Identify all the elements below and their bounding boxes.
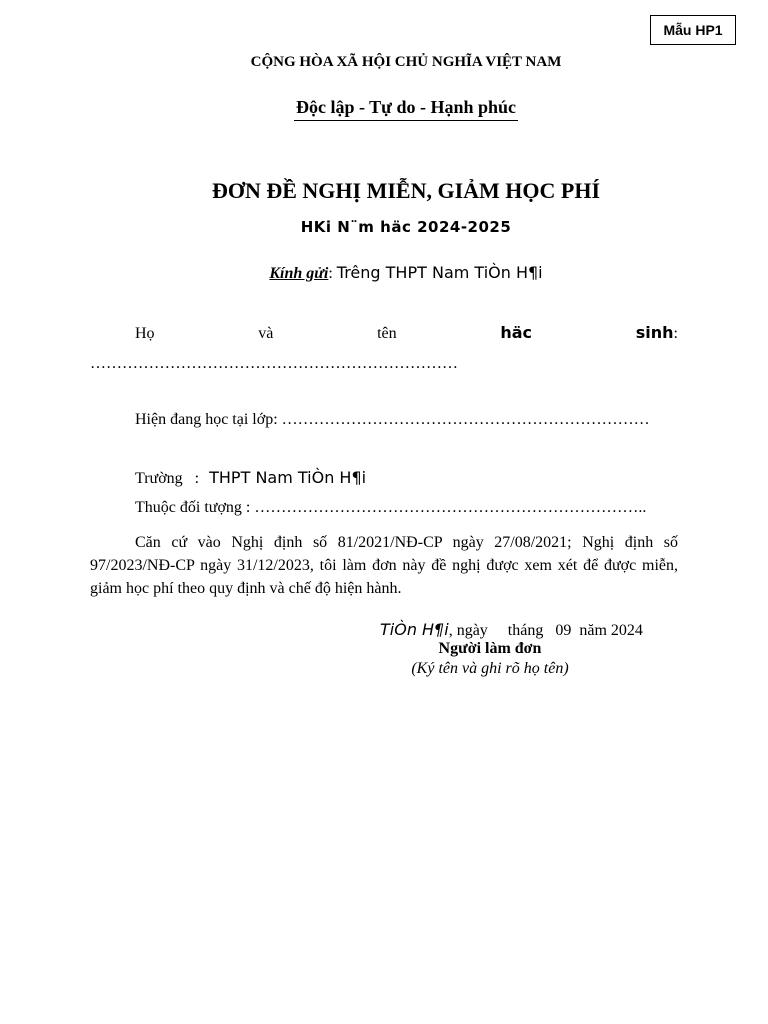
name-colon: : — [673, 325, 678, 342]
object-field[interactable]: ……………………………………………………………….. — [254, 499, 647, 516]
name-word-5: sinh — [635, 323, 674, 342]
date-text: , ngày tháng 09 năm 2024 — [448, 622, 643, 639]
name-word-3: tên — [377, 325, 397, 342]
class-label: Hiện đang học tại lớp: — [135, 411, 278, 428]
date-line — [380, 620, 643, 640]
motto — [0, 97, 768, 118]
school-row — [135, 468, 366, 488]
class-row — [135, 411, 680, 429]
signature-note: (Ký tên và ghi rõ họ tên) — [411, 660, 569, 677]
place-name: TiÒn H¶i — [380, 620, 449, 639]
form-code: Mẫu HP1 — [663, 22, 723, 38]
school-year: HKi N¨m häc 2024-2025 — [300, 218, 512, 236]
object-row — [135, 499, 646, 517]
name-word-2: và — [258, 325, 274, 342]
name-word-4: häc — [500, 323, 532, 342]
addressee-label: Kính gửi — [269, 265, 329, 282]
addressee — [0, 263, 768, 283]
school-value: THPT Nam TiÒn H¶i — [209, 468, 367, 487]
motto-text: Độc lập - Tự do - Hạnh phúc — [294, 97, 518, 121]
student-name-row — [135, 323, 678, 343]
class-field[interactable]: …………………………………………………………… — [281, 411, 650, 428]
school-sep: : — [194, 470, 200, 487]
addressee-sep: : — [328, 265, 333, 282]
name-word-1: Họ — [135, 325, 155, 342]
signer-label: Người làm đơn — [438, 640, 542, 657]
page-title: ĐƠN ĐỀ NGHỊ MIỄN, GIẢM HỌC PHÍ — [211, 178, 601, 203]
nation-header: CỘNG HÒA XÃ HỘI CHỦ NGHĨA VIỆT NAM — [250, 54, 562, 70]
form-code-box — [650, 15, 736, 45]
school-label: Trường — [135, 470, 183, 487]
object-label: Thuộc đối tượng : — [135, 499, 251, 516]
student-name-field[interactable]: …………………………………………………………… — [90, 355, 458, 372]
addressee-value: Trêng THPT Nam TiÒn H¶i — [336, 263, 543, 282]
body-paragraph: Căn cứ vào Nghị định số 81/2021/NĐ-CP ngày 27/08/2021; Nghị định số 97/2023/NĐ-CP ngày 31/12/2023, tôi làm đơn này đề nghị được xem xét để được miễn, giảm học phí theo quy định và chế độ hiện hành. — [90, 534, 678, 597]
